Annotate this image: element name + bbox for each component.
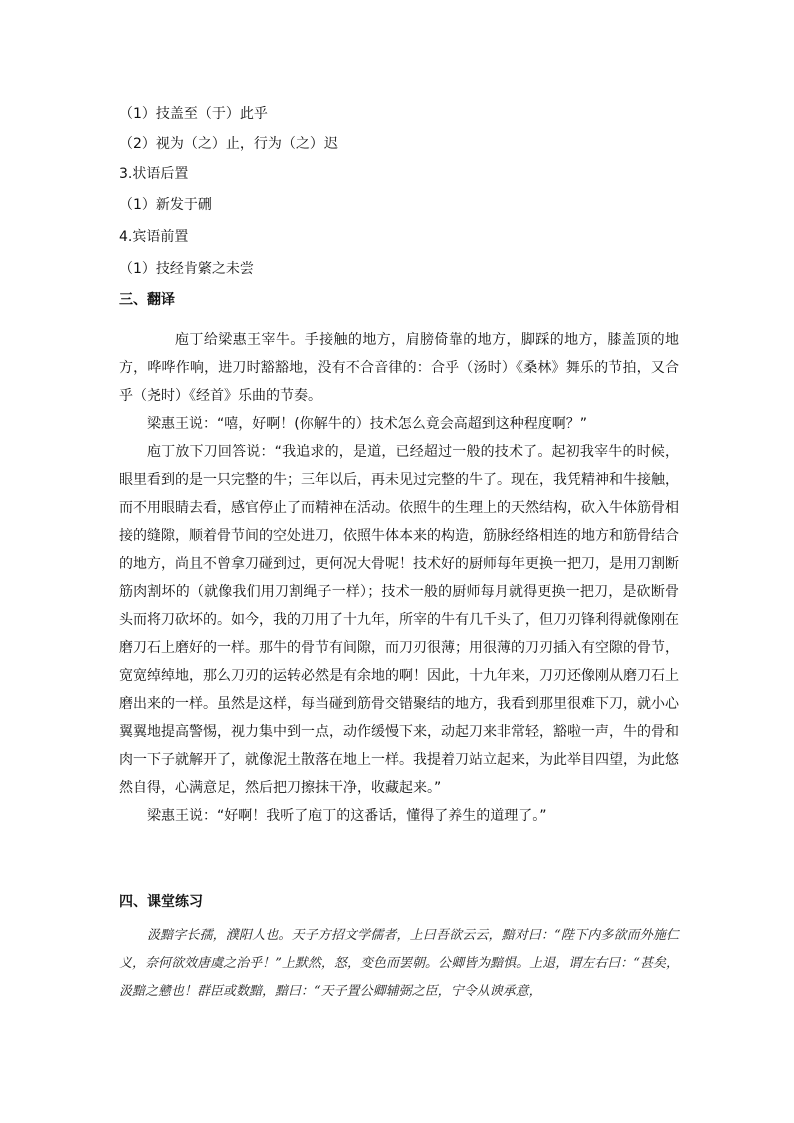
list-item-3: （1）新发于硎 — [119, 197, 212, 213]
translation-paragraph-2: 梁惠王说：“嘻，好啊！(你解牛的）技术怎么竟会高超到这种程度啊？” — [147, 416, 587, 432]
translation-paragraph-4: 梁惠王说：“好啊！我听了庖丁的这番话，懂得了养生的道理了。” — [147, 808, 547, 824]
list-item-1: （1）技盖至（于）此乎 — [119, 106, 268, 122]
section-heading-translation: 三、翻译 — [119, 292, 175, 308]
translation-body — [119, 326, 679, 830]
list-item-4: （1）技经肯綮之未尝 — [119, 261, 254, 277]
translation-paragraph-1: 庖丁给梁惠王宰牛。手接触的地方，肩膀倚靠的地方，脚踩的地方，膝盖顶的地方，哗哗作响，进刀时豁豁地，没有不合音律的：合乎（汤时）《桑林》舞乐的节拍，又合乎（尧时）《经首》乐曲的节奏。 — [119, 332, 679, 404]
subheading-object-preposing: 4.宾语前置 — [119, 229, 189, 245]
subheading-adverbial: 3.状语后置 — [119, 166, 189, 182]
exercise-passage: 汲黯字长孺，濮阳人也。天子方招文学儒者，上曰吾欲云云，黯对曰：“陛下内多欲而外施仁义，奈何欲效唐虞之治乎！”上默然，怒，变色而罢朝。公卿皆为黯惧。上退，谓左右曰：“甚矣，汲黯之戆也！群臣或数黯，黯曰：“天子置公卿辅弼之臣，宁令从谀承意， — [119, 928, 679, 999]
translation-paragraph-3: 庖丁放下刀回答说：“我追求的，是道，已经超过一般的技术了。起初我宰牛的时候，眼里看到的是一只完整的牛；三年以后，再未见过完整的牛了。现在，我凭精神和牛接触，而不用眼睛去看，感官停止了而精神在活动。依照牛的生理上的天然结构，砍入牛体筋骨相接的缝隙，顺着骨节间的空处进刀，依照牛体本来的构造，筋脉经络相连的地方和筋骨结合的地方，尚且不曾拿刀碰到过，更何况大骨呢！技术好的厨师每年更换一把刀，是用刀割断筋肉割坏的（就像我们用刀割绳子一样）；技术一般的厨师每月就得更换一把刀，是砍断骨头而将刀砍坏的。如今，我的刀用了十九年，所宰的牛有几千头了，但刀刃锋利得就像刚在磨刀石上磨好的一样。那牛的骨节有间隙，而刀刃很薄；用很薄的刀刃插入有空隙的骨节，宽宽绰绰地，那么刀刃的运转必然是有余地的啊！因此，十九年来，刀刃还像刚从磨刀石上磨出来的一样。虽然是这样，每当碰到筋骨交错聚结的地方，我看到那里很难下刀，就小心翼翼地提高警惕，视力集中到一点，动作缓慢下来，动起刀来非常轻，豁啦一声，牛的骨和肉一下子就解开了，就像泥土散落在地上一样。我提着刀站立起来，为此举目四望，为此悠然自得，心满意足，然后把刀擦抹干净，收藏起来。” — [119, 444, 679, 796]
list-item-2: （2）视为（之）止，行为（之）迟 — [119, 136, 338, 152]
section-heading-exercise: 四、课堂练习 — [119, 894, 203, 910]
